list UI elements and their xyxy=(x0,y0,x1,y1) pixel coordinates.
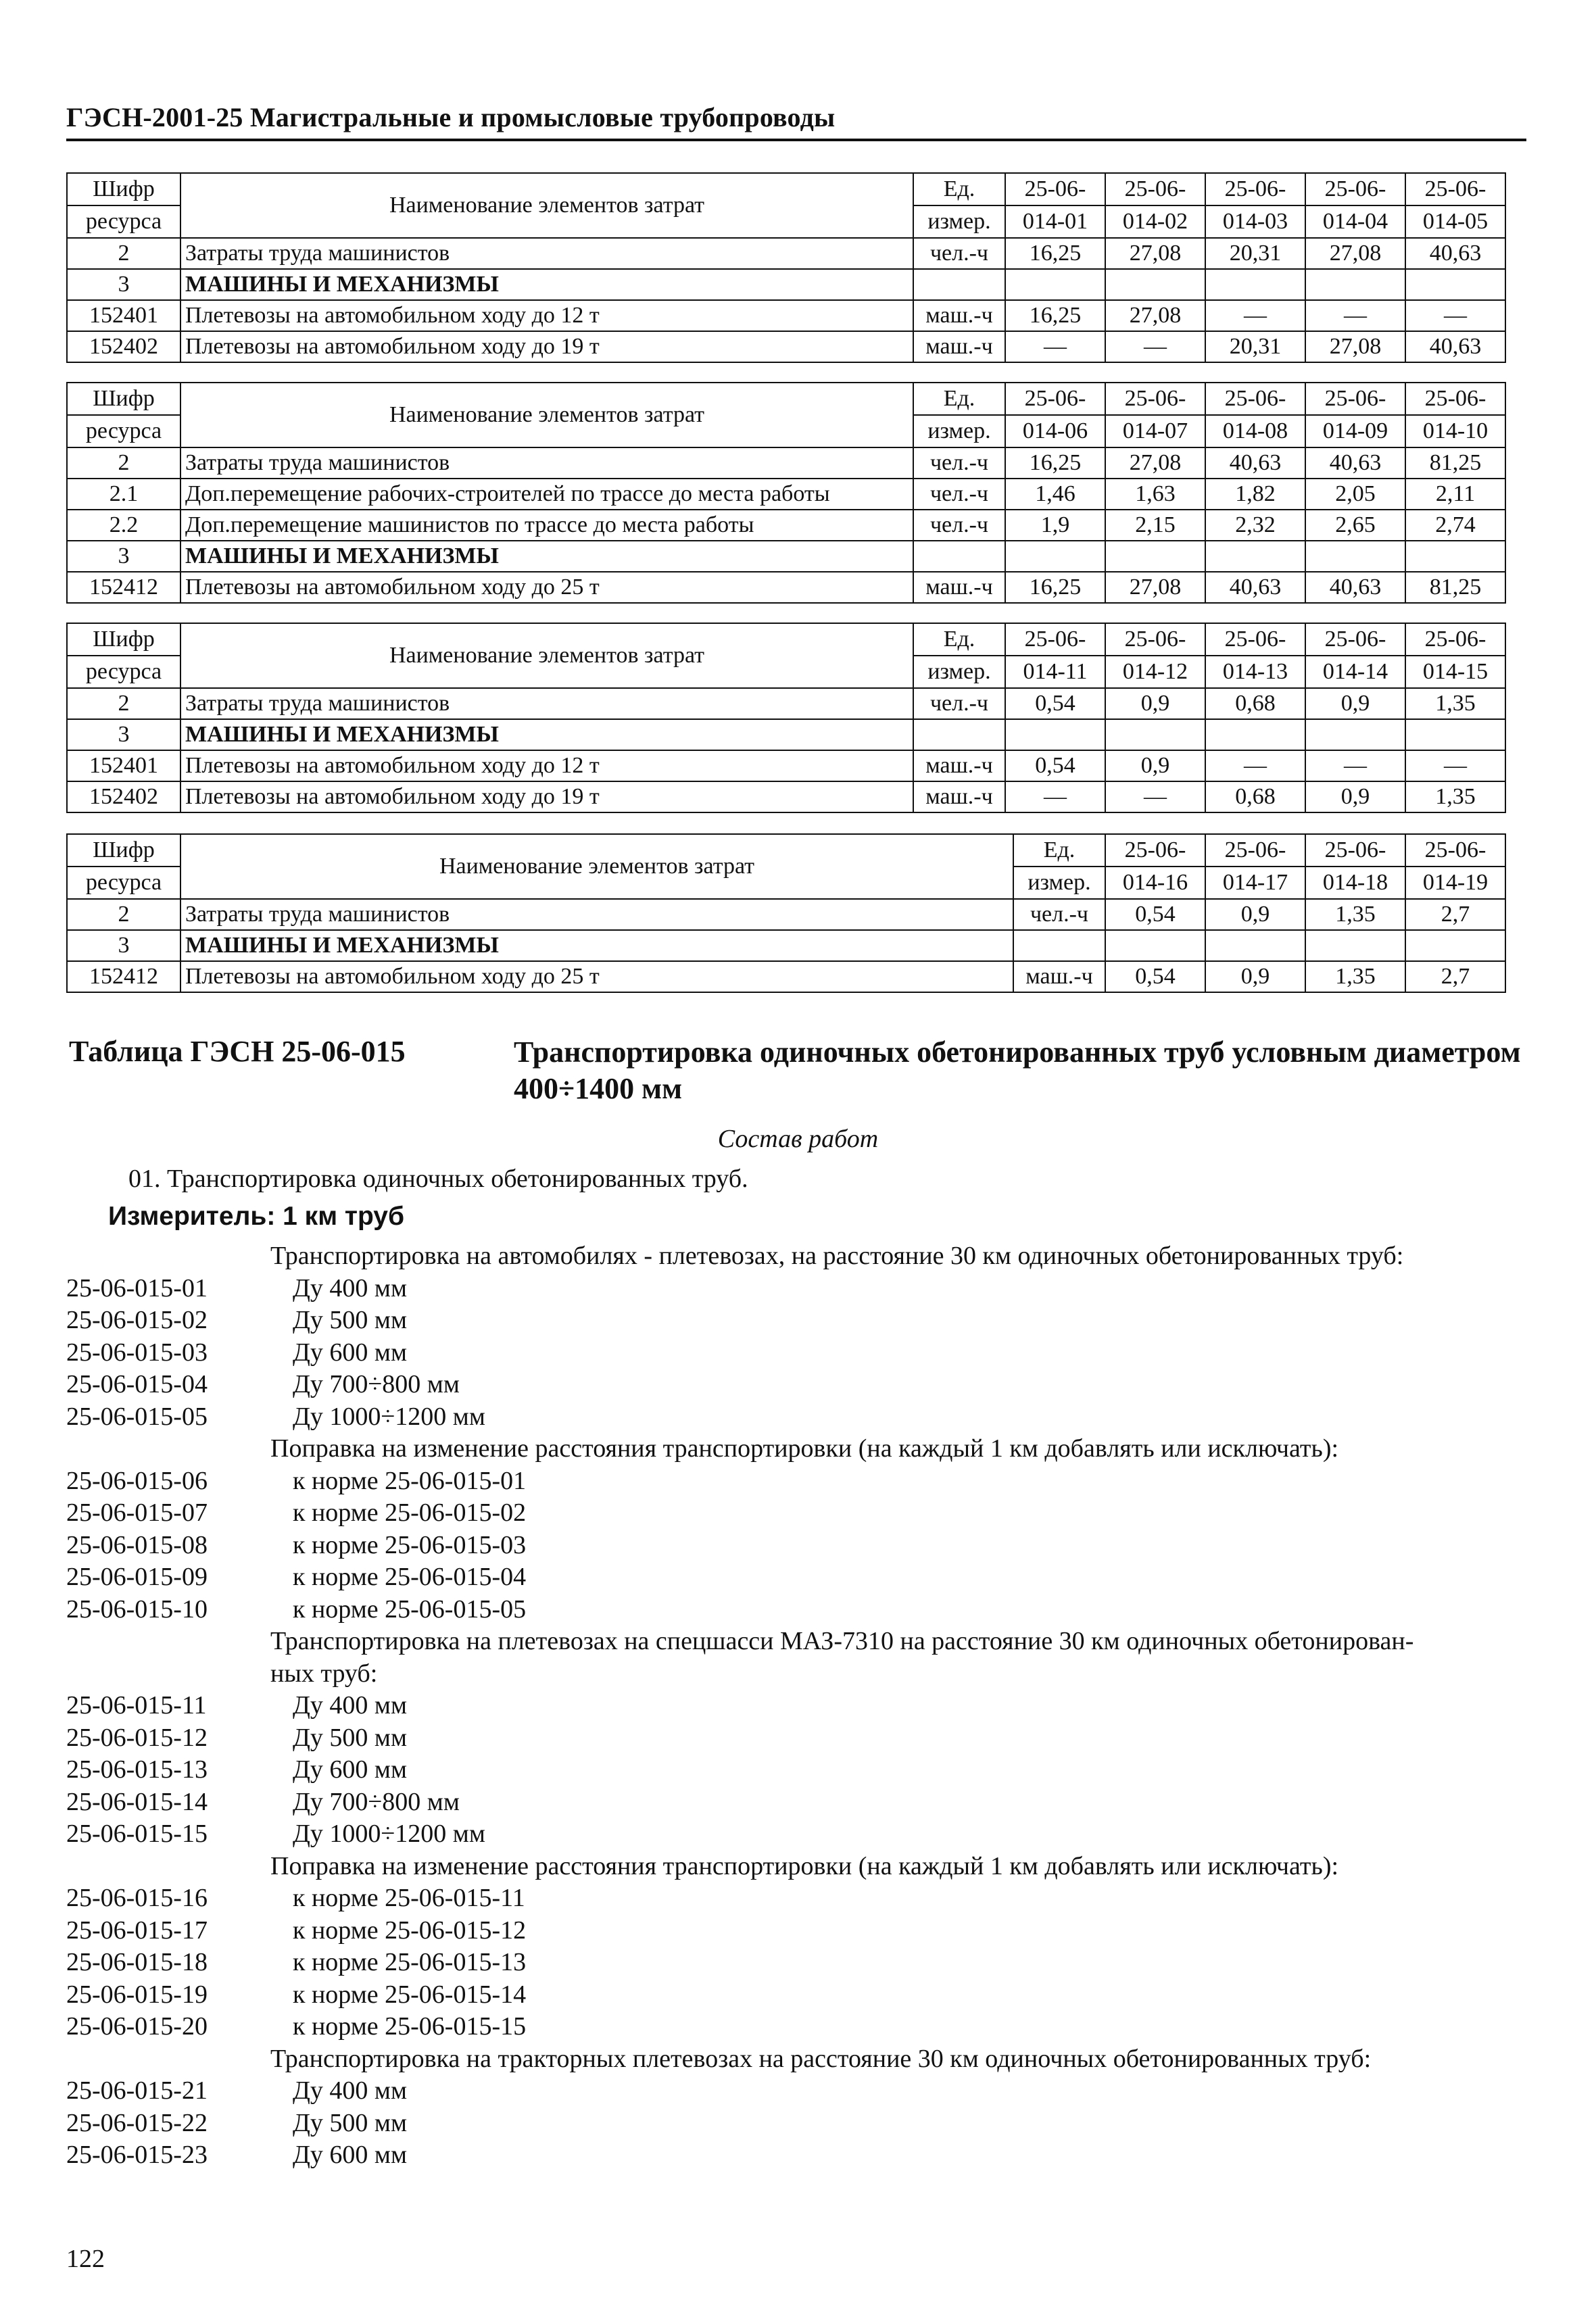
norm-code: 25-06-015-04 xyxy=(66,1370,208,1398)
norm-code: 25-06- xyxy=(1305,834,1405,867)
value-cell xyxy=(1305,269,1405,300)
list-item xyxy=(66,1466,1533,1498)
norm-code: 25-06- xyxy=(1005,623,1105,656)
resource-name: Плетевозы на автомобильном ходу до 12 т xyxy=(180,750,913,781)
resource-unit: маш.-ч xyxy=(913,331,1005,362)
value-cell: 27,08 xyxy=(1105,447,1205,479)
value-cell: 2,32 xyxy=(1205,510,1305,541)
value-cell: 16,25 xyxy=(1005,300,1105,331)
table-row xyxy=(67,688,1505,719)
norm-code: 25-06-015-07 xyxy=(66,1498,208,1527)
header-shifr: Шифр xyxy=(67,383,180,415)
list-item xyxy=(66,1498,1533,1530)
header-unit-2: измер. xyxy=(1013,867,1105,899)
value-cell: 16,25 xyxy=(1005,238,1105,269)
resource-code: 3 xyxy=(67,269,180,300)
header-unit: Ед. xyxy=(913,623,1005,656)
value-cell: 1,35 xyxy=(1305,961,1405,992)
header-name: Наименование элементов затрат xyxy=(180,623,913,688)
norm-code-suffix: 014-11 xyxy=(1005,656,1105,688)
value-cell: — xyxy=(1305,300,1405,331)
resource-name: Затраты труда машинистов xyxy=(180,688,913,719)
resource-code: 152412 xyxy=(67,572,180,603)
resource-name: Плетевозы на автомобильном ходу до 12 т xyxy=(180,300,913,331)
value-cell: 1,9 xyxy=(1005,510,1105,541)
header-shifr: Шифр xyxy=(67,834,180,867)
norm-code: 25-06- xyxy=(1205,623,1305,656)
value-cell: 40,63 xyxy=(1305,572,1405,603)
list-item xyxy=(66,1305,1533,1338)
value-cell: — xyxy=(1005,781,1105,812)
list-item xyxy=(66,1369,1533,1402)
norm-code-suffix: 014-07 xyxy=(1105,415,1205,447)
list-item xyxy=(66,2076,1533,2108)
norm-text: к норме 25-06-015-13 xyxy=(293,1948,527,1976)
norm-code: 25-06-015-06 xyxy=(66,1466,208,1495)
resource-name: Плетевозы на автомобильном ходу до 19 т xyxy=(180,781,913,812)
resource-code: 2.2 xyxy=(67,510,180,541)
resource-code: 2 xyxy=(67,899,180,930)
resource-unit xyxy=(913,719,1005,750)
norm-code: 25-06-015-17 xyxy=(66,1916,208,1945)
resource-table-2 xyxy=(66,382,1506,604)
norm-code: 25-06-015-13 xyxy=(66,1755,208,1784)
norm-text: к норме 25-06-015-12 xyxy=(293,1916,527,1945)
table-row xyxy=(67,447,1505,479)
header-name: Наименование элементов затрат xyxy=(180,173,913,238)
group-text: Транспортировка на тракторных плетевозах на расстояние 30 км одиночных обетонированных труб: xyxy=(270,2044,1372,2073)
resource-code: 152401 xyxy=(67,300,180,331)
table-row xyxy=(67,930,1505,961)
resource-unit: чел.-ч xyxy=(913,238,1005,269)
norm-code: 25-06-015-23 xyxy=(66,2141,208,2169)
list-item xyxy=(66,1916,1533,1948)
list-item xyxy=(66,1562,1533,1594)
value-cell: 16,25 xyxy=(1005,572,1105,603)
norm-text: к норме 25-06-015-14 xyxy=(293,1980,527,2009)
value-cell: 2,7 xyxy=(1405,899,1505,930)
value-cell xyxy=(1405,269,1505,300)
value-cell: 40,63 xyxy=(1205,572,1305,603)
resource-code: 152402 xyxy=(67,781,180,812)
resource-unit xyxy=(1013,930,1105,961)
norm-text: Ду 400 мм xyxy=(293,1691,408,1720)
resource-unit: чел.-ч xyxy=(913,510,1005,541)
value-cell: 2,15 xyxy=(1105,510,1205,541)
norm-code: 25-06- xyxy=(1005,173,1105,205)
section-title: Таблица ГЭСН 25-06-015 xyxy=(69,1035,406,1068)
value-cell xyxy=(1005,541,1105,572)
norm-text: к норме 25-06-015-01 xyxy=(293,1466,527,1495)
list-item xyxy=(66,1883,1533,1916)
norm-code: 25-06- xyxy=(1405,834,1505,867)
norm-text: к норме 25-06-015-11 xyxy=(293,1884,525,1912)
value-cell: — xyxy=(1105,781,1205,812)
page-number: 122 xyxy=(66,2245,105,2273)
norm-text: Ду 400 мм xyxy=(293,1273,408,1302)
works-title: Состав работ xyxy=(717,1125,879,1153)
norm-code: 25-06-015-10 xyxy=(66,1594,208,1624)
norm-code: 25-06- xyxy=(1305,623,1405,656)
resource-code: 2.1 xyxy=(67,479,180,510)
header-resource: ресурса xyxy=(67,205,180,238)
value-cell xyxy=(1305,719,1405,750)
value-cell xyxy=(1205,269,1305,300)
norm-text: к норме 25-06-015-03 xyxy=(293,1530,527,1559)
list-item xyxy=(66,1980,1533,2012)
resource-name: Затраты труда машинистов xyxy=(180,238,913,269)
value-cell: 1,82 xyxy=(1205,479,1305,510)
header-resource: ресурса xyxy=(67,867,180,899)
value-cell: 20,31 xyxy=(1205,238,1305,269)
list-item xyxy=(66,1594,1533,1627)
value-cell: 40,63 xyxy=(1205,447,1305,479)
norm-code: 25-06-015-14 xyxy=(66,1787,208,1816)
resource-table-1 xyxy=(66,172,1506,363)
value-cell: 27,08 xyxy=(1305,238,1405,269)
norm-code-suffix: 014-09 xyxy=(1305,415,1405,447)
norm-code: 25-06- xyxy=(1105,623,1205,656)
table-row xyxy=(67,750,1505,781)
value-cell: 1,35 xyxy=(1305,899,1405,930)
value-cell: 2,05 xyxy=(1305,479,1405,510)
resource-code: 3 xyxy=(67,719,180,750)
list-group-heading xyxy=(66,1626,1533,1659)
value-cell: 81,25 xyxy=(1405,447,1505,479)
value-cell: 81,25 xyxy=(1405,572,1505,603)
norm-code-suffix: 014-05 xyxy=(1405,205,1505,238)
resource-name: Затраты труда машинистов xyxy=(180,899,1013,930)
value-cell xyxy=(1405,930,1505,961)
norm-code-suffix: 014-01 xyxy=(1005,205,1105,238)
norm-code-suffix: 014-16 xyxy=(1105,867,1205,899)
list-item xyxy=(66,1947,1533,1980)
list-group-heading xyxy=(66,1851,1533,1884)
header-unit: Ед. xyxy=(1013,834,1105,867)
header-unit: Ед. xyxy=(913,383,1005,415)
group-text: Поправка на изменение расстояния транспортировки (на каждый 1 км добавлять или исключать): xyxy=(270,1434,1339,1463)
norm-text: Ду 400 мм xyxy=(293,2076,408,2105)
value-cell xyxy=(1105,930,1205,961)
group-name: МАШИНЫ И МЕХАНИЗМЫ xyxy=(180,269,913,300)
works-item: 01. Транспортировка одиночных обетонированных труб. xyxy=(128,1165,748,1193)
table-row xyxy=(67,331,1505,362)
list-group-heading xyxy=(66,1659,1533,1691)
value-cell: — xyxy=(1205,750,1305,781)
resource-name: Плетевозы на автомобильном ходу до 25 т xyxy=(180,572,913,603)
norm-list xyxy=(66,1241,1533,2172)
norm-code-suffix: 014-15 xyxy=(1405,656,1505,688)
resource-unit: маш.-ч xyxy=(913,781,1005,812)
page-header: ГЭСН-2001-25 Магистральные и промысловые трубопроводы xyxy=(66,102,836,132)
norm-code-suffix: 014-03 xyxy=(1205,205,1305,238)
header-rule xyxy=(66,139,1526,141)
section-description: Транспортировка одиночных обетонированных труб условным диаметром 400÷1400 мм xyxy=(514,1035,1521,1105)
list-item xyxy=(66,1787,1533,1820)
resource-name: Доп.перемещение машинистов по трассе до места работы xyxy=(180,510,913,541)
resource-code: 2 xyxy=(67,688,180,719)
header-unit-2: измер. xyxy=(913,415,1005,447)
resource-code: 152402 xyxy=(67,331,180,362)
resource-code: 152401 xyxy=(67,750,180,781)
norm-code: 25-06-015-12 xyxy=(66,1723,208,1752)
norm-text: Ду 500 мм xyxy=(293,1306,408,1334)
norm-code: 25-06- xyxy=(1405,383,1505,415)
list-group-heading xyxy=(66,1434,1533,1466)
norm-code-suffix: 014-17 xyxy=(1205,867,1305,899)
resource-unit xyxy=(913,269,1005,300)
norm-code-suffix: 014-08 xyxy=(1205,415,1305,447)
header-unit-2: измер. xyxy=(913,656,1005,688)
norm-code: 25-06-015-22 xyxy=(66,2108,208,2137)
norm-code-suffix: 014-19 xyxy=(1405,867,1505,899)
value-cell: 27,08 xyxy=(1105,300,1205,331)
header-unit-2: измер. xyxy=(913,205,1005,238)
norm-code: 25-06-015-15 xyxy=(66,1820,208,1848)
value-cell xyxy=(1405,719,1505,750)
resource-unit: маш.-ч xyxy=(913,300,1005,331)
value-cell: 0,9 xyxy=(1305,781,1405,812)
measurement-unit: Измеритель: 1 км труб xyxy=(108,1202,405,1231)
table-row xyxy=(67,719,1505,750)
group-name: МАШИНЫ И МЕХАНИЗМЫ xyxy=(180,541,913,572)
norm-code: 25-06- xyxy=(1405,623,1505,656)
value-cell xyxy=(1405,541,1505,572)
resource-name: Плетевозы на автомобильном ходу до 19 т xyxy=(180,331,913,362)
norm-code: 25-06-015-09 xyxy=(66,1563,208,1591)
value-cell xyxy=(1305,930,1405,961)
resource-unit: чел.-ч xyxy=(913,447,1005,479)
value-cell xyxy=(1205,719,1305,750)
value-cell xyxy=(1105,269,1205,300)
resource-code: 2 xyxy=(67,447,180,479)
norm-text: Ду 600 мм xyxy=(293,1755,408,1784)
list-item xyxy=(66,2140,1533,2172)
norm-code: 25-06-015-21 xyxy=(66,2076,208,2105)
group-text: Транспортировка на автомобилях - плетевозах, на расстояние 30 км одиночных обетонированных труб: xyxy=(270,1242,1404,1270)
resource-unit xyxy=(913,541,1005,572)
list-item xyxy=(66,1819,1533,1851)
value-cell: 0,9 xyxy=(1205,961,1305,992)
value-cell: — xyxy=(1105,331,1205,362)
norm-code: 25-06- xyxy=(1305,173,1405,205)
norm-code: 25-06-015-08 xyxy=(66,1530,208,1559)
norm-text: Ду 500 мм xyxy=(293,1723,408,1752)
group-name: МАШИНЫ И МЕХАНИЗМЫ xyxy=(180,719,913,750)
list-item xyxy=(66,2108,1533,2141)
table-row xyxy=(67,510,1505,541)
norm-text: к норме 25-06-015-05 xyxy=(293,1594,527,1624)
norm-text: Ду 1000÷1200 мм xyxy=(293,1402,485,1431)
header-shifr: Шифр xyxy=(67,623,180,656)
value-cell: 0,9 xyxy=(1105,688,1205,719)
value-cell xyxy=(1305,541,1405,572)
table-row xyxy=(67,269,1505,300)
value-cell: 1,35 xyxy=(1405,781,1505,812)
table-row xyxy=(67,961,1505,992)
norm-text: к норме 25-06-015-15 xyxy=(293,2012,527,2041)
norm-code-suffix: 014-14 xyxy=(1305,656,1405,688)
norm-text: к норме 25-06-015-04 xyxy=(293,1563,527,1591)
group-text: ных труб: xyxy=(270,1659,378,1688)
resource-table-3 xyxy=(66,623,1506,813)
resource-name: Плетевозы на автомобильном ходу до 25 т xyxy=(180,961,1013,992)
norm-text: Ду 600 мм xyxy=(293,1338,408,1367)
list-item xyxy=(66,1273,1533,1306)
value-cell: 2,74 xyxy=(1405,510,1505,541)
value-cell: 2,7 xyxy=(1405,961,1505,992)
value-cell: 0,54 xyxy=(1105,961,1205,992)
list-item xyxy=(66,1690,1533,1723)
norm-code-suffix: 014-13 xyxy=(1205,656,1305,688)
group-name: МАШИНЫ И МЕХАНИЗМЫ xyxy=(180,930,1013,961)
norm-text: Ду 700÷800 мм xyxy=(293,1787,460,1816)
resource-name: Затраты труда машинистов xyxy=(180,447,913,479)
resource-code: 2 xyxy=(67,238,180,269)
value-cell: 2,65 xyxy=(1305,510,1405,541)
value-cell: — xyxy=(1405,750,1505,781)
resource-unit: маш.-ч xyxy=(1013,961,1105,992)
value-cell: 0,54 xyxy=(1005,750,1105,781)
list-group-heading xyxy=(66,2044,1533,2076)
value-cell: 0,54 xyxy=(1105,899,1205,930)
resource-unit: чел.-ч xyxy=(1013,899,1105,930)
value-cell: 16,25 xyxy=(1005,447,1105,479)
resource-name: Доп.перемещение рабочих-строителей по трассе до места работы xyxy=(180,479,913,510)
norm-text: к норме 25-06-015-02 xyxy=(293,1498,527,1527)
list-item xyxy=(66,1530,1533,1563)
norm-code: 25-06-015-01 xyxy=(66,1273,208,1302)
list-item xyxy=(66,2012,1533,2044)
value-cell xyxy=(1005,269,1105,300)
value-cell: 1,46 xyxy=(1005,479,1105,510)
header-resource: ресурса xyxy=(67,415,180,447)
resource-code: 3 xyxy=(67,930,180,961)
value-cell: 20,31 xyxy=(1205,331,1305,362)
value-cell: 0,9 xyxy=(1205,899,1305,930)
value-cell: 0,54 xyxy=(1005,688,1105,719)
resource-unit: чел.-ч xyxy=(913,479,1005,510)
list-item xyxy=(66,1338,1533,1370)
header-name: Наименование элементов затрат xyxy=(180,383,913,447)
norm-code: 25-06-015-16 xyxy=(66,1884,208,1912)
value-cell: — xyxy=(1205,300,1305,331)
value-cell: 27,08 xyxy=(1305,331,1405,362)
norm-code: 25-06-015-05 xyxy=(66,1402,208,1431)
value-cell: 27,08 xyxy=(1105,238,1205,269)
norm-code-suffix: 014-12 xyxy=(1105,656,1205,688)
norm-code: 25-06- xyxy=(1405,173,1505,205)
norm-code: 25-06- xyxy=(1305,383,1405,415)
table-row xyxy=(67,300,1505,331)
resource-unit: маш.-ч xyxy=(913,572,1005,603)
norm-code-suffix: 014-18 xyxy=(1305,867,1405,899)
norm-code-suffix: 014-06 xyxy=(1005,415,1105,447)
value-cell: 0,9 xyxy=(1105,750,1205,781)
group-text: Транспортировка на плетевозах на спецшасси МАЗ-7310 на расстояние 30 км одиночных обетонирован- xyxy=(270,1627,1414,1655)
table-row xyxy=(67,572,1505,603)
norm-code-suffix: 014-10 xyxy=(1405,415,1505,447)
norm-code: 25-06- xyxy=(1005,383,1105,415)
header-name: Наименование элементов затрат xyxy=(180,834,1013,899)
header-unit: Ед. xyxy=(913,173,1005,205)
value-cell: 1,35 xyxy=(1405,688,1505,719)
table-row xyxy=(67,781,1505,812)
header-shifr: Шифр xyxy=(67,173,180,205)
value-cell: 27,08 xyxy=(1105,572,1205,603)
norm-code: 25-06-015-03 xyxy=(66,1338,208,1367)
norm-code: 25-06- xyxy=(1105,834,1205,867)
norm-code-suffix: 014-04 xyxy=(1305,205,1405,238)
norm-text: Ду 1000÷1200 мм xyxy=(293,1820,485,1848)
value-cell: 2,11 xyxy=(1405,479,1505,510)
group-text: Поправка на изменение расстояния транспортировки (на каждый 1 км добавлять или исключать): xyxy=(270,1851,1339,1880)
value-cell: 40,63 xyxy=(1405,238,1505,269)
norm-code: 25-06-015-20 xyxy=(66,2012,208,2041)
resource-table-4 xyxy=(66,833,1506,993)
table-row xyxy=(67,541,1505,572)
resource-unit: чел.-ч xyxy=(913,688,1005,719)
value-cell: — xyxy=(1005,331,1105,362)
norm-code: 25-06-015-02 xyxy=(66,1306,208,1334)
header-resource: ресурса xyxy=(67,656,180,688)
norm-text: Ду 700÷800 мм xyxy=(293,1370,460,1398)
norm-code: 25-06-015-11 xyxy=(66,1691,207,1720)
value-cell: 0,68 xyxy=(1205,688,1305,719)
value-cell xyxy=(1205,930,1305,961)
table-row xyxy=(67,479,1505,510)
value-cell: 0,68 xyxy=(1205,781,1305,812)
resource-code: 152412 xyxy=(67,961,180,992)
norm-code: 25-06- xyxy=(1205,834,1305,867)
norm-text: Ду 500 мм xyxy=(293,2108,408,2137)
list-item xyxy=(66,1402,1533,1434)
resource-code: 3 xyxy=(67,541,180,572)
value-cell: 0,9 xyxy=(1305,688,1405,719)
norm-code: 25-06- xyxy=(1105,383,1205,415)
norm-code: 25-06-015-18 xyxy=(66,1948,208,1976)
norm-code-suffix: 014-02 xyxy=(1105,205,1205,238)
value-cell xyxy=(1205,541,1305,572)
norm-code: 25-06- xyxy=(1205,173,1305,205)
value-cell: 40,63 xyxy=(1405,331,1505,362)
value-cell xyxy=(1005,719,1105,750)
value-cell: 40,63 xyxy=(1305,447,1405,479)
norm-code: 25-06- xyxy=(1105,173,1205,205)
value-cell xyxy=(1105,719,1205,750)
list-item xyxy=(66,1723,1533,1755)
value-cell: 1,63 xyxy=(1105,479,1205,510)
resource-unit: маш.-ч xyxy=(913,750,1005,781)
value-cell xyxy=(1105,541,1205,572)
list-item xyxy=(66,1755,1533,1787)
list-group-heading xyxy=(66,1241,1533,1273)
value-cell: — xyxy=(1405,300,1505,331)
table-row xyxy=(67,238,1505,269)
norm-code: 25-06-015-19 xyxy=(66,1980,208,2009)
norm-text: Ду 600 мм xyxy=(293,2141,408,2169)
value-cell: — xyxy=(1305,750,1405,781)
table-row xyxy=(67,899,1505,930)
norm-code: 25-06- xyxy=(1205,383,1305,415)
